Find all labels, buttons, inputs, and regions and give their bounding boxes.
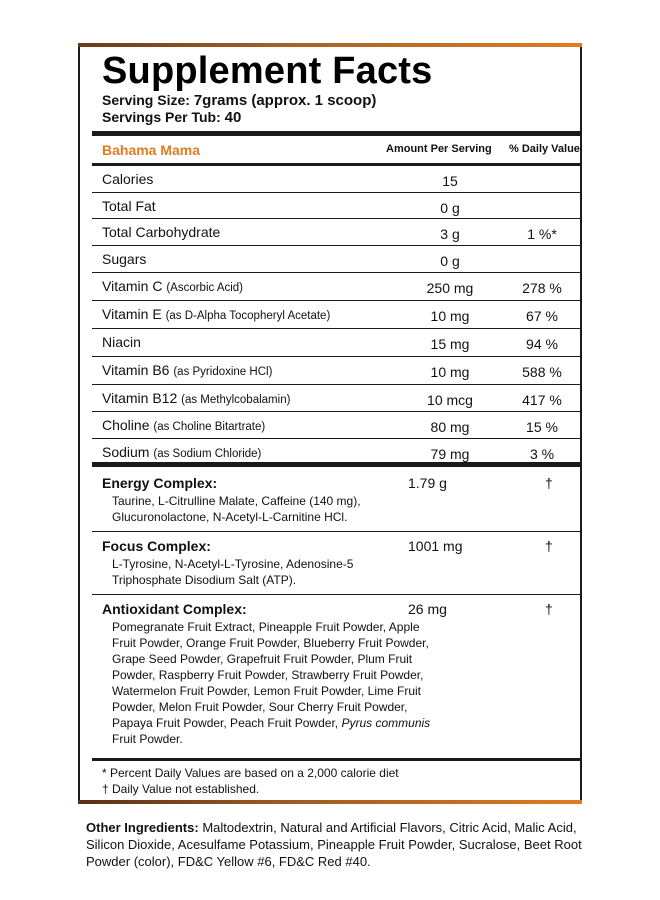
nutrient-name <box>102 417 265 433</box>
serving-size-value: 7grams (approx. 1 scoop) <box>193 92 377 109</box>
row-divider <box>92 438 580 439</box>
ingredient-text: Triphosphate Disodium Salt (ATP). <box>112 573 297 587</box>
row-divider <box>92 328 580 329</box>
nutrient-name <box>102 251 146 267</box>
nutrient-amount: 250 mg <box>426 280 474 296</box>
footnote-dagger: † Daily Value not established. <box>102 782 260 796</box>
nutrient-name <box>102 362 272 378</box>
nutrient-label: Total Fat <box>102 198 156 214</box>
header-amount: Amount Per Serving <box>386 143 492 155</box>
row-divider <box>92 245 580 246</box>
nutrient-amount: 15 mg <box>430 336 470 352</box>
nutrient-amount: 0 g <box>440 200 460 216</box>
nutrient-name <box>102 444 261 460</box>
footnote-percent: * Percent Daily Values are based on a 2,000 calorie diet <box>102 766 399 780</box>
nutrient-daily-value: 15 % <box>526 419 558 435</box>
nutrient-amount: 15 <box>442 173 458 189</box>
complex-name: Antioxidant Complex: <box>102 601 247 617</box>
nutrient-label: Choline <box>102 417 150 433</box>
complex-ingredient-line <box>112 509 347 525</box>
nutrient-source: (as Pyridoxine HCl) <box>173 366 273 378</box>
nutrient-source: (as Methylcobalamin) <box>181 394 291 406</box>
page-title: Supplement Facts <box>102 50 433 92</box>
complex-amount: 1001 mg <box>408 538 463 554</box>
complex-ingredient-line <box>112 667 423 683</box>
nutrient-daily-value: 1 %* <box>527 226 557 242</box>
nutrient-label: Vitamin B6 <box>102 362 170 378</box>
complex-ingredient-line <box>112 572 296 588</box>
row-divider <box>92 300 580 301</box>
nutrient-amount: 3 g <box>440 226 460 242</box>
nutrient-name <box>102 306 330 322</box>
nutrient-amount: 10 mcg <box>427 392 473 408</box>
ingredient-text: Watermelon Fruit Powder, Lemon Fruit Powder, Lime Fruit <box>112 684 421 698</box>
ingredient-text: Powder, Raspberry Fruit Powder, Strawberry Fruit Powder, <box>112 668 424 682</box>
nutrient-daily-value: 417 % <box>522 392 562 408</box>
nutrient-source: (as D-Alpha Tocopheryl Acetate) <box>165 310 331 322</box>
nutrient-daily-value: 67 % <box>526 308 558 324</box>
divider-footnote <box>92 758 580 761</box>
ingredient-text: Pomegranate Fruit Extract, Pineapple Fruit Powder, Apple <box>112 620 420 634</box>
nutrient-label: Vitamin B12 <box>102 390 178 406</box>
row-divider <box>92 218 580 219</box>
nutrient-amount: 10 mg <box>430 364 470 380</box>
serving-info <box>102 92 376 126</box>
ingredient-text: Powder, Melon Fruit Powder, Sour Cherry Fruit Powder, <box>112 700 408 714</box>
nutrient-label: Sodium <box>102 444 150 460</box>
ingredient-text: Papaya Fruit Powder, Peach Fruit Powder, <box>112 716 339 730</box>
complex-ingredient-line <box>112 683 421 699</box>
nutrient-daily-value: 278 % <box>522 280 562 296</box>
complex-ingredient-line <box>112 619 420 635</box>
header-daily-value: % Daily Value <box>509 143 580 155</box>
divider-header <box>92 163 580 166</box>
nutrient-name <box>102 198 156 214</box>
row-divider <box>92 411 580 412</box>
row-divider <box>92 272 580 273</box>
nutrient-name <box>102 334 141 350</box>
servings-per-tub-label: Servings Per Tub: <box>102 109 221 125</box>
ingredient-text: Taurine, L-Citrulline Malate, Caffeine (140 mg), <box>112 494 361 508</box>
nutrient-label: Calories <box>102 171 154 187</box>
ingredient-text: Grape Seed Powder, Grapefruit Fruit Powder, Plum Fruit <box>112 652 413 666</box>
nutrient-label: Vitamin C <box>102 278 163 294</box>
complex-ingredient-line <box>112 651 412 667</box>
serving-size-label: Serving Size: <box>102 92 190 108</box>
other-ingredients <box>86 819 586 870</box>
complex-ingredient-line <box>112 699 407 715</box>
nutrient-amount: 80 mg <box>430 419 470 435</box>
complex-divider <box>92 531 580 532</box>
nutrient-amount: 0 g <box>440 253 460 269</box>
nutrient-name <box>102 390 290 406</box>
other-ingredients-label: Other Ingredients: <box>86 820 199 835</box>
row-divider <box>92 356 580 357</box>
nutrient-label: Vitamin E <box>102 306 162 322</box>
flavor-name: Bahama Mama <box>102 142 201 158</box>
row-divider <box>92 192 580 193</box>
complex-ingredient-line <box>112 556 353 572</box>
divider-thick <box>92 462 580 467</box>
divider-thick <box>92 131 580 136</box>
nutrient-label: Niacin <box>102 334 141 350</box>
complex-amount: 1.79 g <box>408 475 447 491</box>
ingredient-text: Glucuronolactone, N-Acetyl-L-Carnitine HCl. <box>112 510 348 524</box>
ingredient-text: Fruit Powder, Orange Fruit Powder, Blueberry Fruit Powder, <box>112 636 429 650</box>
complex-daily-value: † <box>545 601 553 617</box>
complex-ingredient-line <box>112 635 429 651</box>
nutrient-label: Sugars <box>102 251 147 267</box>
bottom-accent-bar <box>78 800 582 804</box>
complex-ingredient-line <box>112 493 361 509</box>
nutrient-source: (as Choline Bitartrate) <box>153 421 266 433</box>
ingredient-text: L-Tyrosine, N-Acetyl-L-Tyrosine, Adenosine-5 <box>112 557 354 571</box>
nutrient-label: Total Carbohydrate <box>102 224 221 240</box>
nutrient-daily-value: 588 % <box>522 364 562 380</box>
top-accent-bar <box>78 43 582 47</box>
complex-name: Energy Complex: <box>102 475 218 491</box>
nutrient-source: (Ascorbic Acid) <box>166 282 244 294</box>
complex-ingredient-line <box>112 715 430 731</box>
ingredient-species: Pyrus communis <box>341 716 431 730</box>
complex-divider <box>92 594 580 595</box>
nutrient-daily-value: 94 % <box>526 336 558 352</box>
ingredient-text: Fruit Powder. <box>112 732 183 746</box>
nutrient-name <box>102 278 243 294</box>
nutrient-amount: 79 mg <box>430 446 470 462</box>
servings-per-tub-value: 40 <box>224 109 242 126</box>
complex-ingredient-line <box>112 731 183 747</box>
nutrient-amount: 10 mg <box>430 308 470 324</box>
row-divider <box>92 384 580 385</box>
other-ingredients-text: Maltodextrin, Natural and Artificial Flavors, Citric Acid, Malic Acid, Silicon Dioxide, Acesulfame Potassium, Pineapple Fruit Powder, Sucralose, Beet Root Powder (color), FD&C Yellow #6, FD&C Red #40. <box>86 820 582 869</box>
nutrient-name <box>102 224 220 240</box>
complex-daily-value: † <box>545 538 553 554</box>
complex-daily-value: † <box>545 475 553 491</box>
complex-name: Focus Complex: <box>102 538 211 554</box>
complex-amount: 26 mg <box>408 601 447 617</box>
nutrient-source: (as Sodium Chloride) <box>153 448 262 460</box>
nutrient-name <box>102 171 153 187</box>
nutrient-daily-value: 3 % <box>529 446 555 462</box>
